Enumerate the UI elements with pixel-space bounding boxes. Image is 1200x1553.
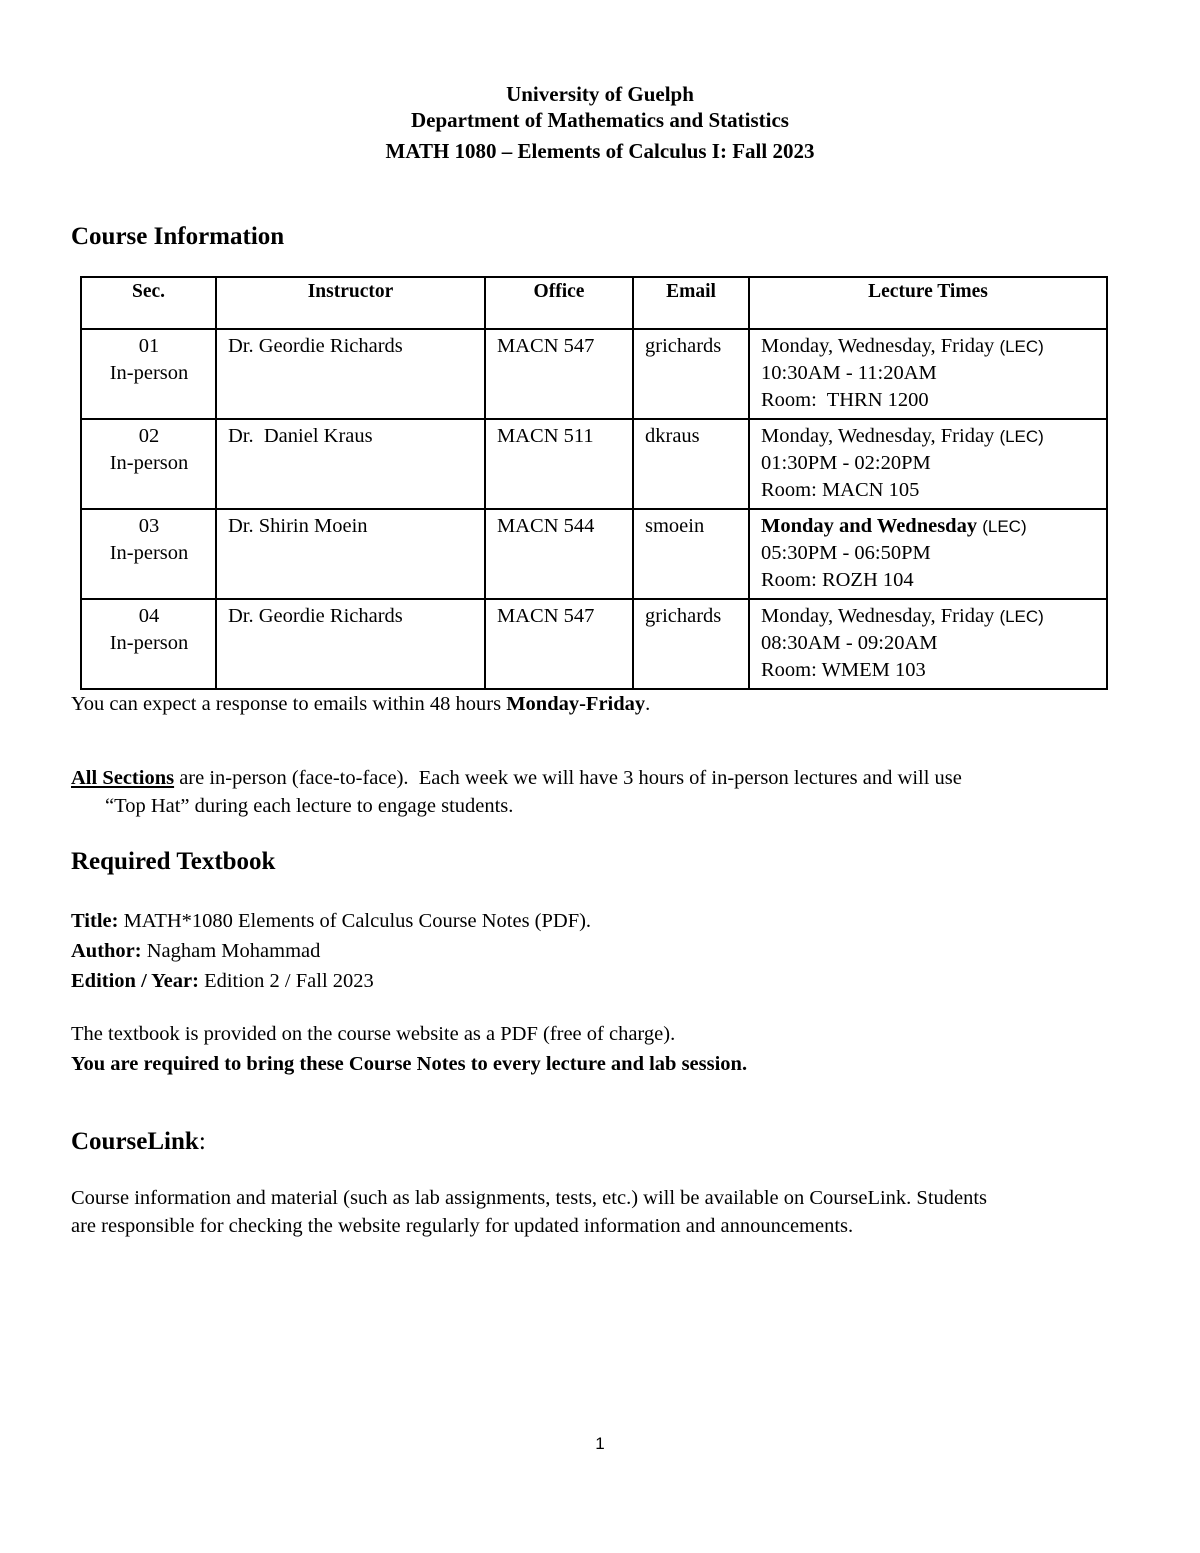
table-row bbox=[81, 419, 1107, 509]
sections-note bbox=[71, 764, 1131, 820]
section-mode: In-person bbox=[109, 542, 189, 564]
instructor-cell: Dr. Shirin Moein bbox=[216, 509, 485, 599]
instructor-cell: Dr. Geordie Richards bbox=[216, 599, 485, 689]
office-cell: MACN 511 bbox=[485, 419, 633, 509]
textbook-edition-value: Edition 2 / Fall 2023 bbox=[198, 970, 374, 992]
table-header-row bbox=[81, 277, 1107, 329]
courselink-heading-text: CourseLink bbox=[71, 1128, 199, 1155]
lecture-time: 08:30AM - 09:20AM bbox=[761, 632, 938, 654]
lecture-times-cell bbox=[749, 599, 1107, 689]
lecture-days: Monday, Wednesday, Friday bbox=[761, 335, 995, 357]
email-cell: smoein bbox=[633, 509, 749, 599]
office-cell: MACN 544 bbox=[485, 509, 633, 599]
column-header-sec: Sec. bbox=[81, 277, 216, 329]
textbook-title-label: Title: bbox=[71, 910, 119, 932]
lecture-days: Monday, Wednesday, Friday bbox=[761, 605, 995, 627]
lecture-times-cell bbox=[749, 329, 1107, 419]
section-mode: In-person bbox=[109, 452, 189, 474]
office-cell: MACN 547 bbox=[485, 329, 633, 419]
instructor-cell: Dr. Daniel Kraus bbox=[216, 419, 485, 509]
column-header-office: Office bbox=[485, 277, 633, 329]
textbook-required-note: You are required to bring these Course Notes to every lecture and lab session. bbox=[71, 1053, 748, 1075]
table-row bbox=[81, 599, 1107, 689]
courselink-description bbox=[71, 1184, 1141, 1240]
response-end: . bbox=[645, 693, 651, 715]
section-cell bbox=[81, 329, 216, 419]
textbook-edition-label: Edition / Year: bbox=[71, 970, 199, 992]
section-cell bbox=[81, 419, 216, 509]
lecture-type: (LEC) bbox=[999, 427, 1044, 446]
lecture-type: (LEC) bbox=[999, 607, 1044, 626]
required-textbook-heading: Required Textbook bbox=[71, 848, 276, 875]
sections-text-line1: are in-person (face-to-face). Each week we will have 3 hours of in-person lectures and will use bbox=[174, 767, 962, 789]
section-mode: In-person bbox=[109, 632, 189, 654]
lecture-time: 01:30PM - 02:20PM bbox=[761, 452, 931, 474]
courselink-heading-colon: : bbox=[198, 1128, 206, 1155]
textbook-author-value: Nagham Mohammad bbox=[141, 940, 321, 962]
university-name: University of Guelph bbox=[506, 82, 694, 106]
response-days: Monday-Friday bbox=[506, 693, 646, 715]
course-title: MATH 1080 – Elements of Calculus I: Fall 2023 bbox=[385, 139, 815, 163]
email-cell: grichards bbox=[633, 329, 749, 419]
lecture-room: Room: MACN 105 bbox=[761, 479, 920, 501]
section-number: 03 bbox=[138, 515, 160, 537]
instructor-cell: Dr. Geordie Richards bbox=[216, 329, 485, 419]
column-header-instructor: Instructor bbox=[216, 277, 485, 329]
courselink-line1: Course information and material (such as lab assignments, tests, etc.) will be available on CourseLink. Students bbox=[71, 1187, 988, 1209]
lecture-room: Room: WMEM 103 bbox=[761, 659, 926, 681]
table-row bbox=[81, 329, 1107, 419]
sections-text-line2: “Top Hat” during each lecture to engage students. bbox=[105, 795, 514, 817]
office-cell: MACN 547 bbox=[485, 599, 633, 689]
textbook-title-value: MATH*1080 Elements of Calculus Course Notes (PDF). bbox=[118, 910, 592, 932]
lecture-type: (LEC) bbox=[999, 337, 1044, 356]
textbook-author-label: Author: bbox=[71, 940, 142, 962]
column-header-lecture-times: Lecture Times bbox=[749, 277, 1107, 329]
section-number: 02 bbox=[138, 425, 160, 447]
textbook-details bbox=[71, 907, 591, 995]
courselink-line2: are responsible for checking the website regularly for updated information and announcements. bbox=[71, 1215, 854, 1237]
column-header-email: Email bbox=[633, 277, 749, 329]
section-cell bbox=[81, 599, 216, 689]
lecture-days: Monday, Wednesday, Friday bbox=[761, 425, 995, 447]
textbook-title-line bbox=[71, 907, 591, 935]
page-number: 1 bbox=[595, 1434, 605, 1453]
all-sections-label: All Sections bbox=[71, 767, 175, 789]
lecture-time: 05:30PM - 06:50PM bbox=[761, 542, 931, 564]
textbook-edition-line bbox=[71, 967, 591, 995]
lecture-time: 10:30AM - 11:20AM bbox=[761, 362, 937, 384]
section-cell bbox=[81, 509, 216, 599]
section-number: 01 bbox=[138, 335, 160, 357]
lecture-times-cell bbox=[749, 509, 1107, 599]
table-row bbox=[81, 509, 1107, 599]
email-cell: dkraus bbox=[633, 419, 749, 509]
sections-table bbox=[80, 276, 1108, 690]
textbook-author-line bbox=[71, 937, 591, 965]
section-mode: In-person bbox=[109, 362, 189, 384]
lecture-room: Room: THRN 1200 bbox=[761, 389, 929, 411]
email-response-note bbox=[71, 690, 650, 718]
textbook-provided-note: The textbook is provided on the course website as a PDF (free of charge). bbox=[71, 1023, 676, 1045]
email-cell: grichards bbox=[633, 599, 749, 689]
lecture-type: (LEC) bbox=[982, 517, 1027, 536]
section-number: 04 bbox=[138, 605, 160, 627]
course-information-heading: Course Information bbox=[71, 223, 285, 250]
courselink-heading bbox=[71, 1128, 206, 1156]
response-text: You can expect a response to emails within 48 hours bbox=[71, 693, 507, 715]
lecture-days: Monday and Wednesday bbox=[761, 515, 978, 537]
lecture-times-cell bbox=[749, 419, 1107, 509]
department-name: Department of Mathematics and Statistics bbox=[411, 108, 789, 132]
lecture-room: Room: ROZH 104 bbox=[761, 569, 914, 591]
